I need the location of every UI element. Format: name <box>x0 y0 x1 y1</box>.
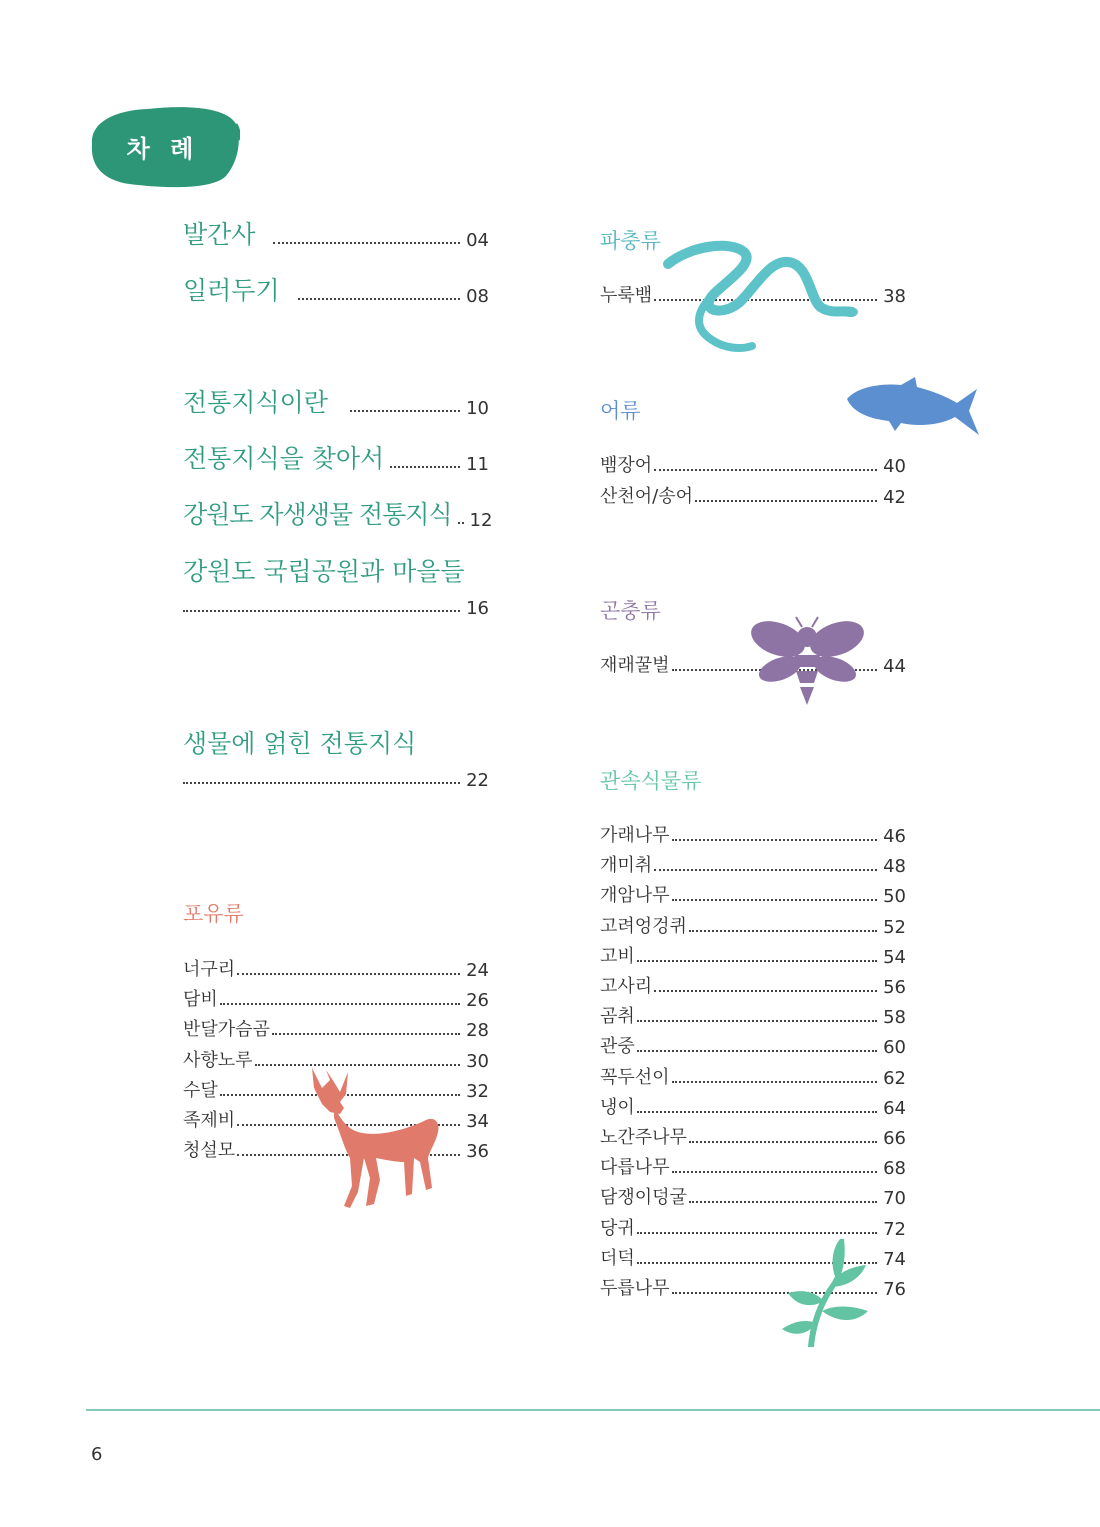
dot-leader <box>183 782 460 784</box>
toc-entry-page: 12 <box>469 510 493 531</box>
toc-entry-page: 36 <box>466 1141 489 1163</box>
toc-title: 차 례 <box>126 133 200 163</box>
toc-entry-page: 34 <box>466 1111 489 1132</box>
toc-entry[interactable] <box>183 495 493 531</box>
category-heading-mammals: 포유류 <box>183 902 244 926</box>
toc-entry-page: 08 <box>466 286 489 307</box>
toc-entry-page: 76 <box>883 1279 906 1300</box>
toc-entry[interactable] <box>183 271 489 307</box>
dot-leader <box>637 960 877 962</box>
toc-entry[interactable] <box>600 1032 906 1058</box>
category-heading-insects: 곤충류 <box>600 599 661 623</box>
dot-leader <box>237 973 460 975</box>
toc-entry-page: 22 <box>466 770 489 791</box>
toc-entry-page: 56 <box>883 977 906 998</box>
toc-entry-label: 발간사 <box>183 220 256 249</box>
dot-leader <box>672 1171 878 1173</box>
toc-entry-label: 뱀장어 <box>600 455 653 476</box>
toc-entry-label: 전통지식을 찾아서 <box>183 444 385 473</box>
toc-entry-label: 수달 <box>183 1079 218 1101</box>
toc-entry[interactable] <box>600 1123 906 1149</box>
toc-entry[interactable] <box>600 1063 906 1089</box>
toc-entry[interactable] <box>600 1183 906 1209</box>
toc-entry-label: 족제비 <box>183 1110 236 1131</box>
toc-entry[interactable] <box>600 972 906 998</box>
toc-entry-label: 관중 <box>600 1036 635 1058</box>
toc-entry-page: 30 <box>466 1050 489 1072</box>
toc-entry-label: 두릅나무 <box>600 1278 670 1299</box>
toc-entry[interactable] <box>600 1093 906 1119</box>
toc-entry-label: 곰취 <box>600 1006 635 1028</box>
dot-leader <box>689 930 877 932</box>
toc-title-badge <box>86 100 240 192</box>
bee-icon <box>750 615 865 707</box>
toc-entry-page: 26 <box>466 990 489 1012</box>
toc-entry-page: 48 <box>883 856 906 878</box>
toc-entry-label: 반달가슴곰 <box>183 1019 270 1041</box>
category-heading-reptiles: 파충류 <box>600 229 661 253</box>
toc-entry-page: 72 <box>883 1218 906 1240</box>
category-heading-fish: 어류 <box>600 399 641 423</box>
toc-entry-page: 40 <box>883 456 906 477</box>
toc-entry-page: 04 <box>466 230 489 251</box>
toc-entry-label: 개암나무 <box>600 885 670 907</box>
toc-entry-label: 고려엉겅퀴 <box>600 915 687 937</box>
toc-entry-label[interactable]: 강원도 국립공원과 마을들 <box>183 557 465 586</box>
toc-entry-label: 더덕 <box>600 1247 635 1269</box>
toc-entry-label: 산천어/송어 <box>600 485 694 507</box>
dot-leader <box>637 1050 877 1052</box>
toc-entry-page: 16 <box>466 598 489 619</box>
toc-entry-label: 가래나무 <box>600 825 670 846</box>
toc-entry-label: 당귀 <box>600 1217 635 1239</box>
page-number: 6 <box>91 1444 103 1465</box>
toc-entry-label: 다릅나무 <box>600 1157 670 1179</box>
toc-entry[interactable] <box>183 439 489 475</box>
toc-entry-page: 60 <box>883 1037 906 1059</box>
leaf-sprig-icon <box>780 1235 872 1350</box>
toc-entry[interactable] <box>183 985 489 1011</box>
toc-entry-page: 68 <box>883 1158 906 1180</box>
toc-entry-page: 52 <box>883 916 906 938</box>
dot-leader <box>672 899 878 901</box>
dot-leader <box>654 990 877 992</box>
dot-leader <box>689 1141 877 1143</box>
toc-entry[interactable] <box>600 851 906 877</box>
toc-entry-label[interactable]: 생물에 얽힌 전통지식 <box>183 729 417 758</box>
toc-entry[interactable] <box>600 1002 906 1028</box>
dot-leader <box>672 1081 878 1083</box>
toc-entry-label: 꼭두선이 <box>600 1066 670 1088</box>
dot-leader <box>458 522 464 524</box>
toc-entry-page: 66 <box>883 1128 906 1149</box>
dot-leader <box>220 1003 460 1005</box>
dot-leader <box>298 298 460 300</box>
toc-entry-page: 44 <box>883 656 906 677</box>
toc-entry-leader-row[interactable] <box>183 598 489 619</box>
dot-leader <box>689 1201 877 1203</box>
toc-entry-leader-row[interactable] <box>183 770 489 791</box>
toc-entry-page: 38 <box>883 286 906 307</box>
toc-entry-page: 28 <box>466 1020 489 1042</box>
toc-entry-page: 62 <box>883 1067 906 1089</box>
toc-entry-label: 너구리 <box>183 959 236 980</box>
dot-leader <box>272 1033 460 1035</box>
snake-icon <box>660 238 860 356</box>
toc-entry[interactable] <box>600 482 906 508</box>
toc-entry[interactable] <box>183 383 489 419</box>
toc-entry[interactable] <box>600 451 906 477</box>
toc-entry-label: 강원도 자생생물 전통지식 <box>183 500 452 529</box>
toc-entry[interactable] <box>600 881 906 907</box>
toc-entry-label: 담비 <box>183 989 218 1011</box>
footer-divider <box>86 1409 1100 1411</box>
toc-entry-page: 74 <box>883 1248 906 1270</box>
toc-entry-page: 42 <box>883 486 906 508</box>
toc-entry-label: 개미취 <box>600 855 653 877</box>
dot-leader <box>183 610 460 612</box>
toc-entry-page: 11 <box>466 454 489 475</box>
toc-entry-label: 재래꿀벌 <box>600 655 670 676</box>
toc-entry-label: 냉이 <box>600 1096 635 1118</box>
dot-leader <box>637 1111 877 1113</box>
dot-leader <box>637 1020 877 1022</box>
dot-leader <box>390 466 460 468</box>
toc-entry-page: 46 <box>883 826 906 847</box>
toc-entry-label: 누룩뱀 <box>600 285 653 306</box>
toc-entry[interactable] <box>600 942 906 968</box>
toc-entry[interactable] <box>183 955 489 981</box>
dot-leader <box>695 500 877 502</box>
category-heading-plants: 관속식물류 <box>600 769 702 793</box>
toc-entry[interactable] <box>600 821 906 847</box>
toc-entry-page: 54 <box>883 946 906 968</box>
toc-entry-label: 담쟁이덩굴 <box>600 1187 687 1209</box>
toc-entry-label: 고사리 <box>600 976 653 997</box>
toc-entry-label: 사향노루 <box>183 1049 253 1071</box>
dot-leader <box>654 469 877 471</box>
toc-entry-page: 58 <box>883 1007 906 1029</box>
toc-entry-page: 24 <box>466 960 489 981</box>
toc-entry-label: 고비 <box>600 945 635 967</box>
dot-leader <box>654 869 877 871</box>
toc-entry-label: 청설모 <box>183 1140 236 1162</box>
toc-entry-label: 일러두기 <box>183 276 280 305</box>
dot-leader <box>273 242 460 244</box>
toc-entry-page: 70 <box>883 1188 906 1210</box>
toc-entry[interactable] <box>183 215 489 251</box>
toc-entry-page: 64 <box>883 1097 906 1119</box>
toc-entry-page: 10 <box>466 398 489 419</box>
deer-icon <box>300 1062 450 1212</box>
toc-entry-page: 32 <box>466 1080 489 1102</box>
toc-entry[interactable] <box>183 1015 489 1041</box>
dot-leader <box>672 839 878 841</box>
toc-entry-label: 노간주나무 <box>600 1127 687 1148</box>
fish-icon <box>845 375 980 440</box>
dot-leader <box>350 410 460 412</box>
toc-entry[interactable] <box>600 1153 906 1179</box>
toc-entry-label: 전통지식이란 <box>183 388 328 417</box>
toc-entry[interactable] <box>600 912 906 938</box>
toc-entry-page: 50 <box>883 886 906 908</box>
dot-leader <box>637 1232 877 1234</box>
